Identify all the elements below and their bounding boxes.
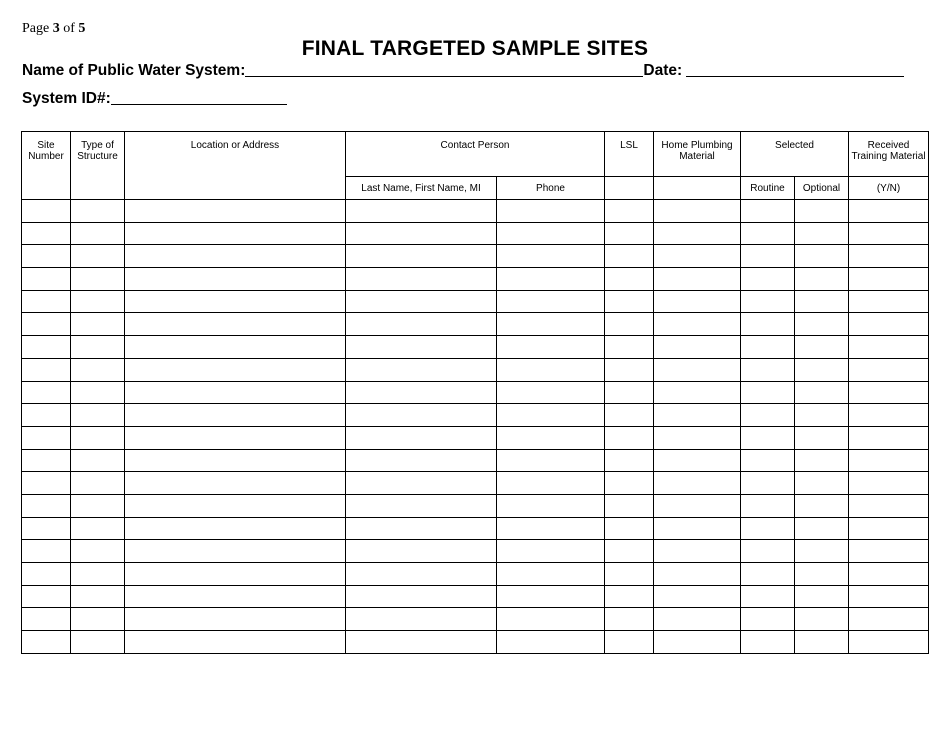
cell-optional[interactable]: [795, 290, 849, 313]
cell-received-training[interactable]: [849, 290, 929, 313]
cell-optional[interactable]: [795, 313, 849, 336]
cell-routine[interactable]: [741, 268, 795, 291]
cell-site-number[interactable]: [22, 290, 71, 313]
cell-home-plumbing[interactable]: [654, 200, 741, 223]
cell-optional[interactable]: [795, 381, 849, 404]
cell-routine[interactable]: [741, 563, 795, 586]
cell-routine[interactable]: [741, 540, 795, 563]
cell-home-plumbing[interactable]: [654, 222, 741, 245]
table-row: [22, 563, 929, 586]
cell-site-number[interactable]: [22, 494, 71, 517]
water-system-field[interactable]: [245, 62, 643, 77]
header-location: Location or Address: [125, 132, 346, 200]
cell-optional[interactable]: [795, 585, 849, 608]
page-number: Page 3 of 5: [22, 21, 86, 36]
cell-site-number[interactable]: [22, 608, 71, 631]
cell-phone[interactable]: [497, 358, 605, 381]
cell-routine[interactable]: [741, 426, 795, 449]
cell-location[interactable]: [125, 313, 346, 336]
cell-site-number[interactable]: [22, 381, 71, 404]
cell-last-name[interactable]: [346, 290, 497, 313]
cell-type-of-structure[interactable]: [71, 200, 125, 223]
table-row: [22, 585, 929, 608]
cell-optional[interactable]: [795, 472, 849, 495]
cell-phone[interactable]: [497, 381, 605, 404]
cell-received-training[interactable]: [849, 449, 929, 472]
system-id-label: System ID#:: [22, 90, 111, 107]
cell-site-number[interactable]: [22, 245, 71, 268]
cell-home-plumbing[interactable]: [654, 426, 741, 449]
cell-phone[interactable]: [497, 336, 605, 359]
cell-site-number[interactable]: [22, 404, 71, 427]
cell-location[interactable]: [125, 585, 346, 608]
cell-home-plumbing[interactable]: [654, 472, 741, 495]
cell-type-of-structure[interactable]: [71, 336, 125, 359]
table-row: [22, 517, 929, 540]
cell-phone[interactable]: [497, 290, 605, 313]
cell-last-name[interactable]: [346, 404, 497, 427]
cell-phone[interactable]: [497, 563, 605, 586]
header-last-name: Last Name, First Name, MI: [346, 177, 497, 200]
cell-type-of-structure[interactable]: [71, 585, 125, 608]
cell-location[interactable]: [125, 404, 346, 427]
cell-home-plumbing[interactable]: [654, 336, 741, 359]
cell-last-name[interactable]: [346, 336, 497, 359]
cell-home-plumbing[interactable]: [654, 517, 741, 540]
header-optional: Optional: [795, 177, 849, 200]
date-label: Date:: [643, 62, 683, 79]
cell-received-training[interactable]: [849, 268, 929, 291]
cell-type-of-structure[interactable]: [71, 631, 125, 654]
cell-location[interactable]: [125, 449, 346, 472]
cell-phone[interactable]: [497, 517, 605, 540]
cell-lsl[interactable]: [605, 245, 654, 268]
cell-last-name[interactable]: [346, 631, 497, 654]
table-row: [22, 358, 929, 381]
cell-phone[interactable]: [497, 426, 605, 449]
header-lsl: LSL: [605, 132, 654, 177]
cell-received-training[interactable]: [849, 540, 929, 563]
cell-last-name[interactable]: [346, 563, 497, 586]
cell-received-training[interactable]: [849, 631, 929, 654]
cell-type-of-structure[interactable]: [71, 540, 125, 563]
table-row: [22, 449, 929, 472]
cell-type-of-structure[interactable]: [71, 517, 125, 540]
cell-routine[interactable]: [741, 200, 795, 223]
cell-home-plumbing[interactable]: [654, 449, 741, 472]
cell-location[interactable]: [125, 381, 346, 404]
cell-phone[interactable]: [497, 540, 605, 563]
cell-location[interactable]: [125, 563, 346, 586]
cell-type-of-structure[interactable]: [71, 313, 125, 336]
cell-site-number[interactable]: [22, 585, 71, 608]
cell-received-training[interactable]: [849, 245, 929, 268]
table-row: [22, 472, 929, 495]
cell-home-plumbing[interactable]: [654, 268, 741, 291]
cell-type-of-structure[interactable]: [71, 563, 125, 586]
cell-home-plumbing[interactable]: [654, 608, 741, 631]
cell-routine[interactable]: [741, 472, 795, 495]
cell-site-number[interactable]: [22, 336, 71, 359]
sample-sites-table: [21, 131, 929, 654]
cell-routine[interactable]: [741, 517, 795, 540]
table-row: [22, 540, 929, 563]
cell-lsl[interactable]: [605, 426, 654, 449]
cell-location[interactable]: [125, 494, 346, 517]
cell-location[interactable]: [125, 472, 346, 495]
cell-site-number[interactable]: [22, 268, 71, 291]
cell-routine[interactable]: [741, 494, 795, 517]
table-row: [22, 200, 929, 223]
cell-last-name[interactable]: [346, 222, 497, 245]
table-row: [22, 268, 929, 291]
cell-optional[interactable]: [795, 563, 849, 586]
cell-last-name[interactable]: [346, 245, 497, 268]
cell-optional[interactable]: [795, 631, 849, 654]
cell-optional[interactable]: [795, 222, 849, 245]
cell-received-training[interactable]: [849, 472, 929, 495]
cell-site-number[interactable]: [22, 449, 71, 472]
cell-site-number[interactable]: [22, 313, 71, 336]
cell-lsl[interactable]: [605, 631, 654, 654]
cell-location[interactable]: [125, 426, 346, 449]
cell-routine[interactable]: [741, 381, 795, 404]
cell-optional[interactable]: [795, 426, 849, 449]
cell-lsl[interactable]: [605, 358, 654, 381]
cell-received-training[interactable]: [849, 563, 929, 586]
cell-home-plumbing[interactable]: [654, 404, 741, 427]
cell-home-plumbing[interactable]: [654, 381, 741, 404]
cell-site-number[interactable]: [22, 426, 71, 449]
cell-optional[interactable]: [795, 517, 849, 540]
cell-last-name[interactable]: [346, 313, 497, 336]
cell-received-training[interactable]: [849, 313, 929, 336]
cell-lsl[interactable]: [605, 222, 654, 245]
cell-lsl[interactable]: [605, 449, 654, 472]
cell-lsl[interactable]: [605, 200, 654, 223]
cell-received-training[interactable]: [849, 585, 929, 608]
cell-type-of-structure[interactable]: [71, 472, 125, 495]
table-body: [22, 200, 929, 654]
cell-optional[interactable]: [795, 449, 849, 472]
cell-phone[interactable]: [497, 404, 605, 427]
header-received-training: Received Training Material: [849, 132, 929, 177]
cell-received-training[interactable]: [849, 381, 929, 404]
cell-last-name[interactable]: [346, 200, 497, 223]
cell-routine[interactable]: [741, 404, 795, 427]
cell-type-of-structure[interactable]: [71, 290, 125, 313]
cell-phone[interactable]: [497, 631, 605, 654]
header-yn: (Y/N): [849, 177, 929, 200]
table-row: [22, 245, 929, 268]
cell-home-plumbing[interactable]: [654, 540, 741, 563]
cell-lsl[interactable]: [605, 517, 654, 540]
table-row: [22, 404, 929, 427]
cell-lsl[interactable]: [605, 313, 654, 336]
cell-type-of-structure[interactable]: [71, 268, 125, 291]
table-row: [22, 631, 929, 654]
system-id-row: [22, 90, 287, 108]
cell-received-training[interactable]: [849, 200, 929, 223]
water-system-label: Name of Public Water System:: [22, 62, 246, 79]
cell-last-name[interactable]: [346, 517, 497, 540]
cell-routine[interactable]: [741, 585, 795, 608]
cell-location[interactable]: [125, 222, 346, 245]
table-row: [22, 381, 929, 404]
cell-lsl[interactable]: [605, 608, 654, 631]
cell-location[interactable]: [125, 358, 346, 381]
cell-location[interactable]: [125, 268, 346, 291]
header-home-plumbing-blank: [654, 177, 741, 200]
cell-phone[interactable]: [497, 494, 605, 517]
cell-type-of-structure[interactable]: [71, 222, 125, 245]
cell-received-training[interactable]: [849, 404, 929, 427]
cell-received-training[interactable]: [849, 494, 929, 517]
table-row: [22, 313, 929, 336]
cell-site-number[interactable]: [22, 631, 71, 654]
cell-last-name[interactable]: [346, 381, 497, 404]
cell-location[interactable]: [125, 540, 346, 563]
cell-last-name[interactable]: [346, 449, 497, 472]
cell-lsl[interactable]: [605, 336, 654, 359]
header-lsl-blank: [605, 177, 654, 200]
cell-site-number[interactable]: [22, 358, 71, 381]
table-row: [22, 222, 929, 245]
date-field[interactable]: [686, 62, 904, 77]
table-row: [22, 336, 929, 359]
water-system-row: [22, 62, 904, 80]
cell-optional[interactable]: [795, 245, 849, 268]
cell-location[interactable]: [125, 336, 346, 359]
cell-routine[interactable]: [741, 222, 795, 245]
cell-home-plumbing[interactable]: [654, 290, 741, 313]
cell-location[interactable]: [125, 517, 346, 540]
cell-home-plumbing[interactable]: [654, 245, 741, 268]
cell-type-of-structure[interactable]: [71, 404, 125, 427]
cell-optional[interactable]: [795, 336, 849, 359]
cell-home-plumbing[interactable]: [654, 563, 741, 586]
cell-location[interactable]: [125, 290, 346, 313]
cell-lsl[interactable]: [605, 290, 654, 313]
cell-phone[interactable]: [497, 222, 605, 245]
cell-phone[interactable]: [497, 585, 605, 608]
cell-lsl[interactable]: [605, 563, 654, 586]
cell-type-of-structure[interactable]: [71, 358, 125, 381]
cell-home-plumbing[interactable]: [654, 313, 741, 336]
cell-location[interactable]: [125, 608, 346, 631]
cell-location[interactable]: [125, 245, 346, 268]
table-row: [22, 426, 929, 449]
cell-optional[interactable]: [795, 404, 849, 427]
cell-lsl[interactable]: [605, 268, 654, 291]
cell-lsl[interactable]: [605, 472, 654, 495]
cell-site-number[interactable]: [22, 540, 71, 563]
cell-optional[interactable]: [795, 268, 849, 291]
cell-home-plumbing[interactable]: [654, 631, 741, 654]
cell-last-name[interactable]: [346, 494, 497, 517]
cell-site-number[interactable]: [22, 200, 71, 223]
cell-lsl[interactable]: [605, 404, 654, 427]
cell-received-training[interactable]: [849, 358, 929, 381]
cell-site-number[interactable]: [22, 517, 71, 540]
table-row: [22, 494, 929, 517]
cell-routine[interactable]: [741, 358, 795, 381]
cell-received-training[interactable]: [849, 222, 929, 245]
cell-last-name[interactable]: [346, 540, 497, 563]
cell-routine[interactable]: [741, 245, 795, 268]
form-title: FINAL TARGETED SAMPLE SITES: [301, 37, 649, 60]
cell-type-of-structure[interactable]: [71, 381, 125, 404]
cell-received-training[interactable]: [849, 426, 929, 449]
cell-type-of-structure[interactable]: [71, 494, 125, 517]
cell-phone[interactable]: [497, 268, 605, 291]
cell-routine[interactable]: [741, 336, 795, 359]
cell-location[interactable]: [125, 631, 346, 654]
cell-home-plumbing[interactable]: [654, 358, 741, 381]
cell-routine[interactable]: [741, 631, 795, 654]
cell-phone[interactable]: [497, 449, 605, 472]
cell-lsl[interactable]: [605, 540, 654, 563]
cell-optional[interactable]: [795, 494, 849, 517]
header-site-number: Site Number: [22, 132, 71, 200]
cell-phone[interactable]: [497, 200, 605, 223]
cell-phone[interactable]: [497, 608, 605, 631]
cell-type-of-structure[interactable]: [71, 426, 125, 449]
header-selected: Selected: [741, 132, 849, 177]
header-contact-person: Contact Person: [346, 132, 605, 177]
cell-last-name[interactable]: [346, 268, 497, 291]
table-row: [22, 608, 929, 631]
cell-received-training[interactable]: [849, 517, 929, 540]
cell-routine[interactable]: [741, 290, 795, 313]
cell-optional[interactable]: [795, 200, 849, 223]
cell-last-name[interactable]: [346, 472, 497, 495]
cell-optional[interactable]: [795, 540, 849, 563]
header-home-plumbing: Home Plumbing Material: [654, 132, 741, 177]
cell-optional[interactable]: [795, 608, 849, 631]
cell-optional[interactable]: [795, 358, 849, 381]
cell-type-of-structure[interactable]: [71, 245, 125, 268]
cell-last-name[interactable]: [346, 585, 497, 608]
cell-phone[interactable]: [497, 245, 605, 268]
cell-last-name[interactable]: [346, 608, 497, 631]
cell-site-number[interactable]: [22, 472, 71, 495]
cell-phone[interactable]: [497, 472, 605, 495]
header-type-of-structure: Type of Structure: [71, 132, 125, 200]
cell-received-training[interactable]: [849, 336, 929, 359]
cell-routine[interactable]: [741, 313, 795, 336]
cell-location[interactable]: [125, 200, 346, 223]
cell-phone[interactable]: [497, 313, 605, 336]
cell-lsl[interactable]: [605, 381, 654, 404]
cell-last-name[interactable]: [346, 358, 497, 381]
cell-routine[interactable]: [741, 608, 795, 631]
cell-site-number[interactable]: [22, 222, 71, 245]
cell-last-name[interactable]: [346, 426, 497, 449]
cell-type-of-structure[interactable]: [71, 449, 125, 472]
cell-lsl[interactable]: [605, 585, 654, 608]
header-routine: Routine: [741, 177, 795, 200]
cell-lsl[interactable]: [605, 494, 654, 517]
header-phone: Phone: [497, 177, 605, 200]
cell-routine[interactable]: [741, 449, 795, 472]
cell-site-number[interactable]: [22, 563, 71, 586]
cell-received-training[interactable]: [849, 608, 929, 631]
table-row: [22, 290, 929, 313]
cell-type-of-structure[interactable]: [71, 608, 125, 631]
cell-home-plumbing[interactable]: [654, 585, 741, 608]
cell-home-plumbing[interactable]: [654, 494, 741, 517]
system-id-field[interactable]: [111, 90, 287, 105]
